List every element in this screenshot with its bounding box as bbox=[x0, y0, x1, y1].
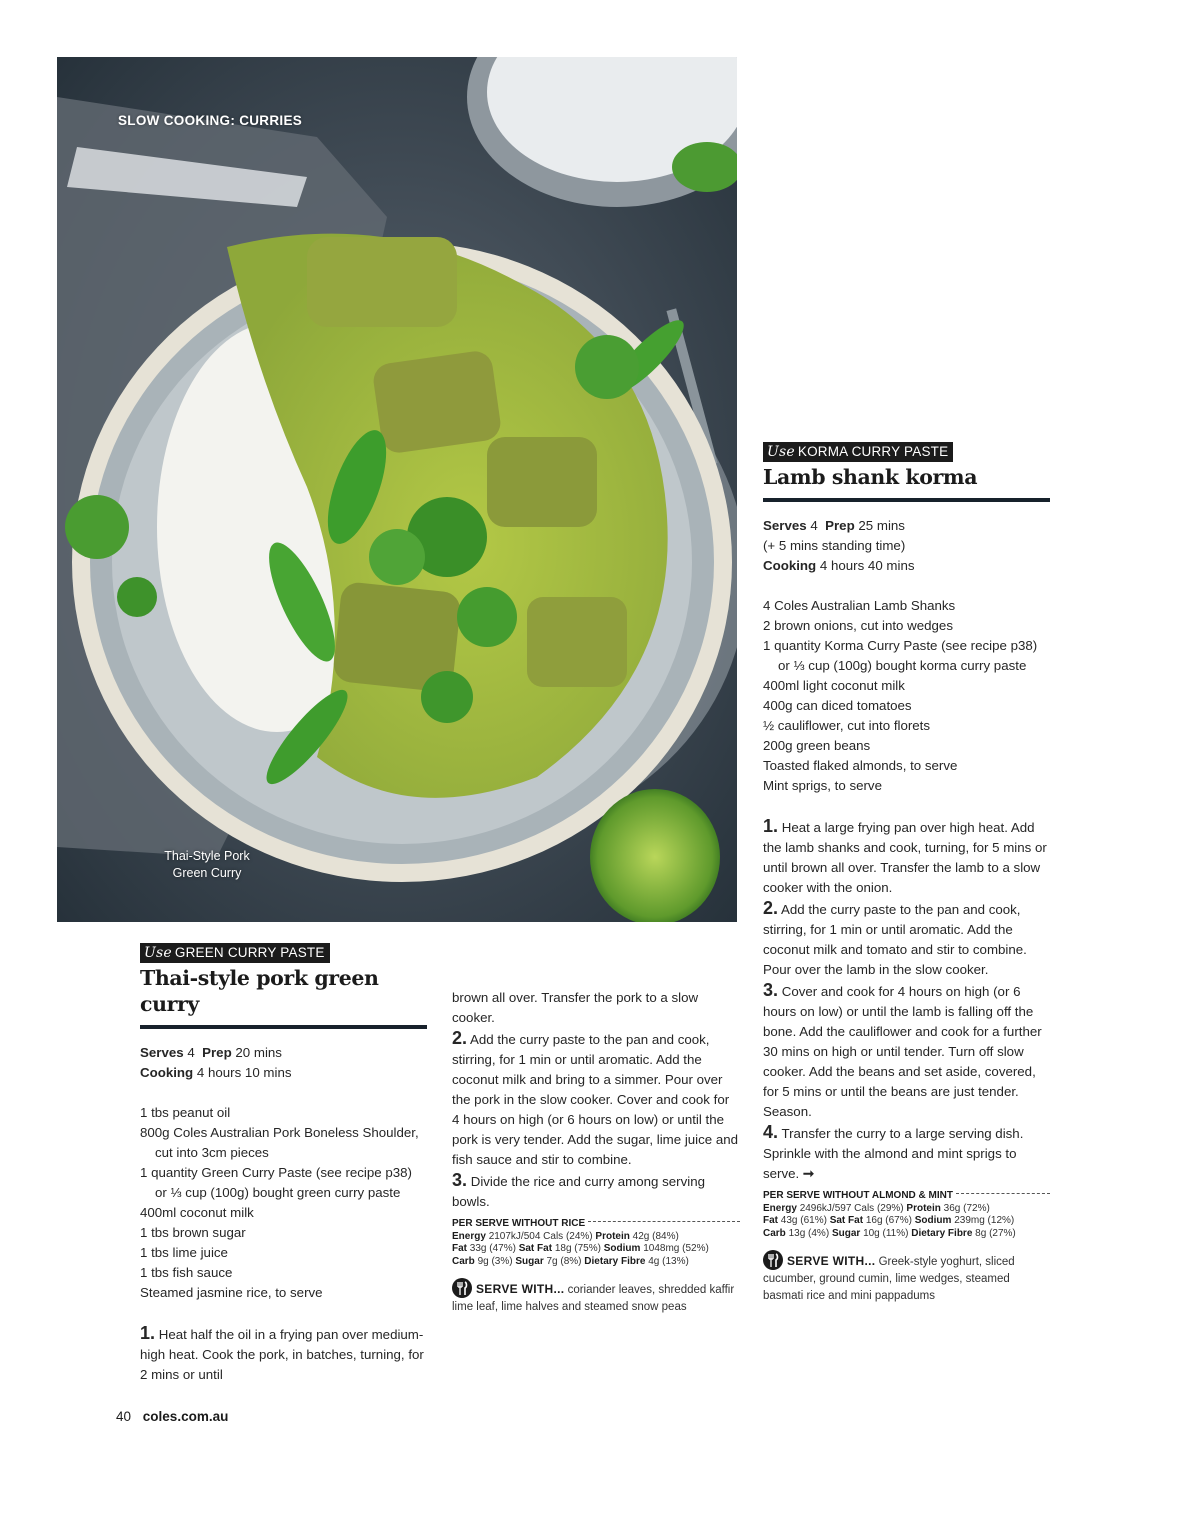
prep-value: 25 mins bbox=[858, 518, 905, 533]
nutrient-label: Sodium bbox=[914, 1215, 952, 1226]
title-divider bbox=[140, 1025, 427, 1029]
step-number: 1. bbox=[140, 1323, 156, 1343]
step-number: 2. bbox=[452, 1028, 468, 1048]
nutrition-panel bbox=[452, 1218, 740, 1268]
nutrient-label: Fat bbox=[452, 1243, 467, 1254]
step-text: Heat half the oil in a frying pan over medium-high heat. Cook the pork, in batches, turning, for 2 mins or until bbox=[140, 1327, 424, 1382]
nutrient-label: Sugar bbox=[831, 1227, 861, 1239]
step-text: Heat a large frying pan over high heat. Add the lamb shanks and cook, turning, for 5 mins or until brown all over. Transfer the lamb to a slow cooker with the onion. bbox=[763, 820, 1047, 895]
step-text: Add the curry paste to the pan and cook, stirring, for 1 min or until aromatic. Add the coconut milk and bring to a simmer. Pour over the pork in the slow cooker. Cover and cook for 4 hours on high (or 6 hours on low) or until the pork is very tender. Add the sugar, lime juice and fish sauce and stir to combine. bbox=[452, 1032, 739, 1167]
nutrition-line-2 bbox=[452, 1243, 740, 1256]
title-divider bbox=[763, 498, 1050, 502]
recipe-meta bbox=[140, 1043, 427, 1083]
nutrient-label: Dietary Fibre bbox=[911, 1227, 973, 1239]
nutrient-value: 18g (75%) bbox=[554, 1243, 601, 1254]
serve-with bbox=[763, 1250, 1050, 1305]
nutrient-label: Protein bbox=[906, 1202, 941, 1214]
cooking-label: Cooking bbox=[140, 1065, 194, 1080]
nutrition-heading bbox=[763, 1190, 1050, 1203]
use-paste-badge bbox=[140, 943, 330, 963]
ingredient: 400g can diced tomatoes bbox=[763, 698, 912, 713]
ingredient: 200g green beans bbox=[763, 738, 871, 753]
serves-value: 4 bbox=[810, 518, 818, 533]
ingredient: 1 quantity Korma Curry Paste (see recipe p38) or ⅓ cup (100g) bought korma curry paste bbox=[763, 638, 1038, 673]
nutrient-value: 10g (11%) bbox=[863, 1227, 909, 1239]
method-step bbox=[763, 898, 1050, 980]
nutrition-heading-text: PER SERVE WITHOUT ALMOND & MINT bbox=[763, 1190, 953, 1201]
step-number: 3. bbox=[763, 980, 779, 1000]
hero-photo bbox=[57, 57, 737, 922]
curry-bowl-illustration bbox=[57, 57, 737, 922]
nutrient-value: 13g (4%) bbox=[788, 1227, 830, 1239]
nutrient-value: 2107kJ/504 Cals (24%) bbox=[488, 1230, 593, 1242]
nutrient-label: Sodium bbox=[603, 1243, 641, 1254]
step-text: brown all over. Transfer the pork to a slow cooker. bbox=[452, 990, 699, 1025]
serve-with-label: SERVE WITH... bbox=[787, 1254, 876, 1268]
nutrient-label: Carb bbox=[452, 1255, 475, 1267]
use-word: Use bbox=[144, 945, 172, 961]
nutrient-value: 43g (61%) bbox=[780, 1215, 827, 1226]
method-step-continued bbox=[452, 988, 740, 1028]
continue-arrow-icon: ➞ bbox=[802, 1166, 815, 1181]
ingredient: 800g Coles Australian Pork Boneless Shoulder, cut into 3cm pieces bbox=[140, 1125, 419, 1160]
nutrition-line-3 bbox=[763, 1228, 1050, 1241]
nutrient-value: 2496kJ/597 Cals (29%) bbox=[799, 1202, 904, 1214]
prep-note: (+ 5 mins standing time) bbox=[763, 538, 906, 553]
nutrient-value: 9g (3%) bbox=[477, 1255, 513, 1267]
step-text: Transfer the curry to a large serving dish. Sprinkle with the almond and mint sprigs to serve. bbox=[763, 1126, 1024, 1181]
nutrition-heading-text: PER SERVE WITHOUT RICE bbox=[452, 1218, 586, 1229]
recipe-meta bbox=[763, 516, 1050, 576]
method-step bbox=[763, 816, 1050, 898]
prep-label: Prep bbox=[202, 1045, 232, 1060]
nutrition-line-1 bbox=[763, 1203, 1050, 1216]
recipe-green-curry bbox=[140, 942, 427, 1385]
cooking-value: 4 hours 10 mins bbox=[196, 1065, 292, 1080]
nutrition-line-1 bbox=[452, 1231, 740, 1244]
nutrient-value: 8g (27%) bbox=[975, 1227, 1016, 1239]
site-link[interactable]: coles.com.au bbox=[142, 1409, 229, 1424]
nutrient-label: Dietary Fibre bbox=[584, 1255, 646, 1267]
nutrition-line-3 bbox=[452, 1256, 740, 1269]
ingredient: 1 tbs brown sugar bbox=[140, 1225, 246, 1240]
nutrient-value: 16g (67%) bbox=[865, 1215, 912, 1226]
ingredient: 1 tbs fish sauce bbox=[140, 1265, 233, 1280]
serve-with-text: coriander leaves, shredded kaffir lime leaf, lime halves and steamed snow peas bbox=[452, 1284, 735, 1313]
nutrient-label: Sat Fat bbox=[518, 1243, 553, 1254]
method-step bbox=[452, 1170, 740, 1212]
page-footer bbox=[116, 1409, 228, 1424]
ingredient: 4 Coles Australian Lamb Shanks bbox=[763, 598, 956, 613]
ingredient: ½ cauliflower, cut into florets bbox=[763, 718, 931, 733]
page-number: 40 bbox=[116, 1409, 132, 1424]
ingredient-list bbox=[763, 596, 1050, 796]
ingredient: Toasted flaked almonds, to serve bbox=[763, 758, 958, 773]
ingredient: 2 brown onions, cut into wedges bbox=[763, 618, 953, 633]
ingredient: 400ml light coconut milk bbox=[763, 678, 905, 693]
ingredient: Mint sprigs, to serve bbox=[763, 778, 882, 793]
use-word: Use bbox=[767, 444, 795, 460]
nutrient-label: Sugar bbox=[515, 1255, 544, 1267]
serves-label: Serves bbox=[763, 518, 807, 533]
ingredient: 1 tbs lime juice bbox=[140, 1245, 228, 1260]
nutrient-label: Fat bbox=[763, 1215, 778, 1226]
nutrient-value: 33g (47%) bbox=[469, 1243, 516, 1254]
cutlery-icon bbox=[763, 1250, 783, 1270]
ingredient-list bbox=[140, 1103, 427, 1303]
prep-label: Prep bbox=[825, 518, 855, 533]
section-label: SLOW COOKING: CURRIES bbox=[118, 113, 303, 128]
paste-name: GREEN CURRY PASTE bbox=[174, 945, 325, 960]
ingredient: 1 quantity Green Curry Paste (see recipe p38) or ⅓ cup (100g) bought green curry paste bbox=[140, 1165, 412, 1200]
caption-line-2: Green Curry bbox=[172, 866, 242, 880]
cooking-value: 4 hours 40 mins bbox=[819, 558, 915, 573]
cutlery-icon bbox=[452, 1278, 472, 1298]
nutrient-label: Carb bbox=[763, 1227, 786, 1239]
nutrient-value: 1048mg (52%) bbox=[643, 1243, 709, 1254]
recipe-title: Thai-style pork green curry bbox=[140, 966, 379, 1016]
serves-value: 4 bbox=[187, 1045, 195, 1060]
method-step bbox=[452, 1028, 740, 1170]
nutrient-label: Energy bbox=[763, 1202, 797, 1214]
step-text: Cover and cook for 4 hours on high (or 6 hours on low) or until the lamb is falling off the bone. Add the cauliflower and cook for a further 30 mins on high or until tender. Turn off slow cooker. Add the beans and set aside, covered, for 5 mins or until the beans are just tender. Season. bbox=[763, 984, 1042, 1119]
step-number: 3. bbox=[452, 1170, 468, 1190]
nutrient-label: Protein bbox=[595, 1230, 630, 1242]
ingredient: 1 tbs peanut oil bbox=[140, 1105, 231, 1120]
nutrient-label: Energy bbox=[452, 1230, 486, 1242]
nutrition-line-2 bbox=[763, 1215, 1050, 1228]
photo-caption bbox=[147, 848, 267, 882]
nutrition-panel bbox=[763, 1190, 1050, 1240]
nutrient-value: 42g (84%) bbox=[632, 1230, 679, 1242]
step-number: 1. bbox=[763, 816, 779, 836]
serve-with-label: SERVE WITH... bbox=[476, 1282, 565, 1296]
recipe-green-curry-continued bbox=[452, 988, 740, 1316]
step-number: 2. bbox=[763, 898, 779, 918]
prep-value: 20 mins bbox=[235, 1045, 282, 1060]
nutrient-value: 4g (13%) bbox=[648, 1255, 689, 1267]
serve-with-text: Greek-style yoghurt, sliced cucumber, ground cumin, lime wedges, steamed basmati rice and mini pappadums bbox=[763, 1256, 1015, 1302]
ingredient: Steamed jasmine rice, to serve bbox=[140, 1285, 323, 1300]
dashed-rule bbox=[956, 1193, 1050, 1194]
cooking-label: Cooking bbox=[763, 558, 817, 573]
method-step bbox=[763, 1122, 1050, 1184]
use-paste-badge bbox=[763, 442, 953, 462]
paste-name: KORMA CURRY PASTE bbox=[797, 444, 949, 459]
serve-with bbox=[452, 1278, 740, 1316]
ingredient: 400ml coconut milk bbox=[140, 1205, 254, 1220]
step-number: 4. bbox=[763, 1122, 779, 1142]
recipe-title: Lamb shank korma bbox=[763, 465, 978, 489]
step-text: Divide the rice and curry among serving bowls. bbox=[452, 1174, 705, 1209]
method-step bbox=[140, 1323, 427, 1385]
caption-line-1: Thai-Style Pork bbox=[164, 849, 250, 863]
step-text: Add the curry paste to the pan and cook, stirring, for 1 min or until aromatic. Add the coconut milk and tomato and stir to combine. Pour over the lamb in the slow cooker. bbox=[763, 902, 1027, 977]
serves-label: Serves bbox=[140, 1045, 184, 1060]
nutrient-value: 36g (72%) bbox=[943, 1202, 990, 1214]
dashed-rule bbox=[588, 1221, 740, 1222]
nutrient-value: 239mg (12%) bbox=[954, 1215, 1015, 1226]
recipe-lamb-korma bbox=[763, 441, 1050, 1305]
method-step bbox=[763, 980, 1050, 1122]
nutrient-value: 7g (8%) bbox=[546, 1255, 582, 1267]
nutrition-heading bbox=[452, 1218, 740, 1231]
nutrient-label: Sat Fat bbox=[829, 1215, 864, 1226]
